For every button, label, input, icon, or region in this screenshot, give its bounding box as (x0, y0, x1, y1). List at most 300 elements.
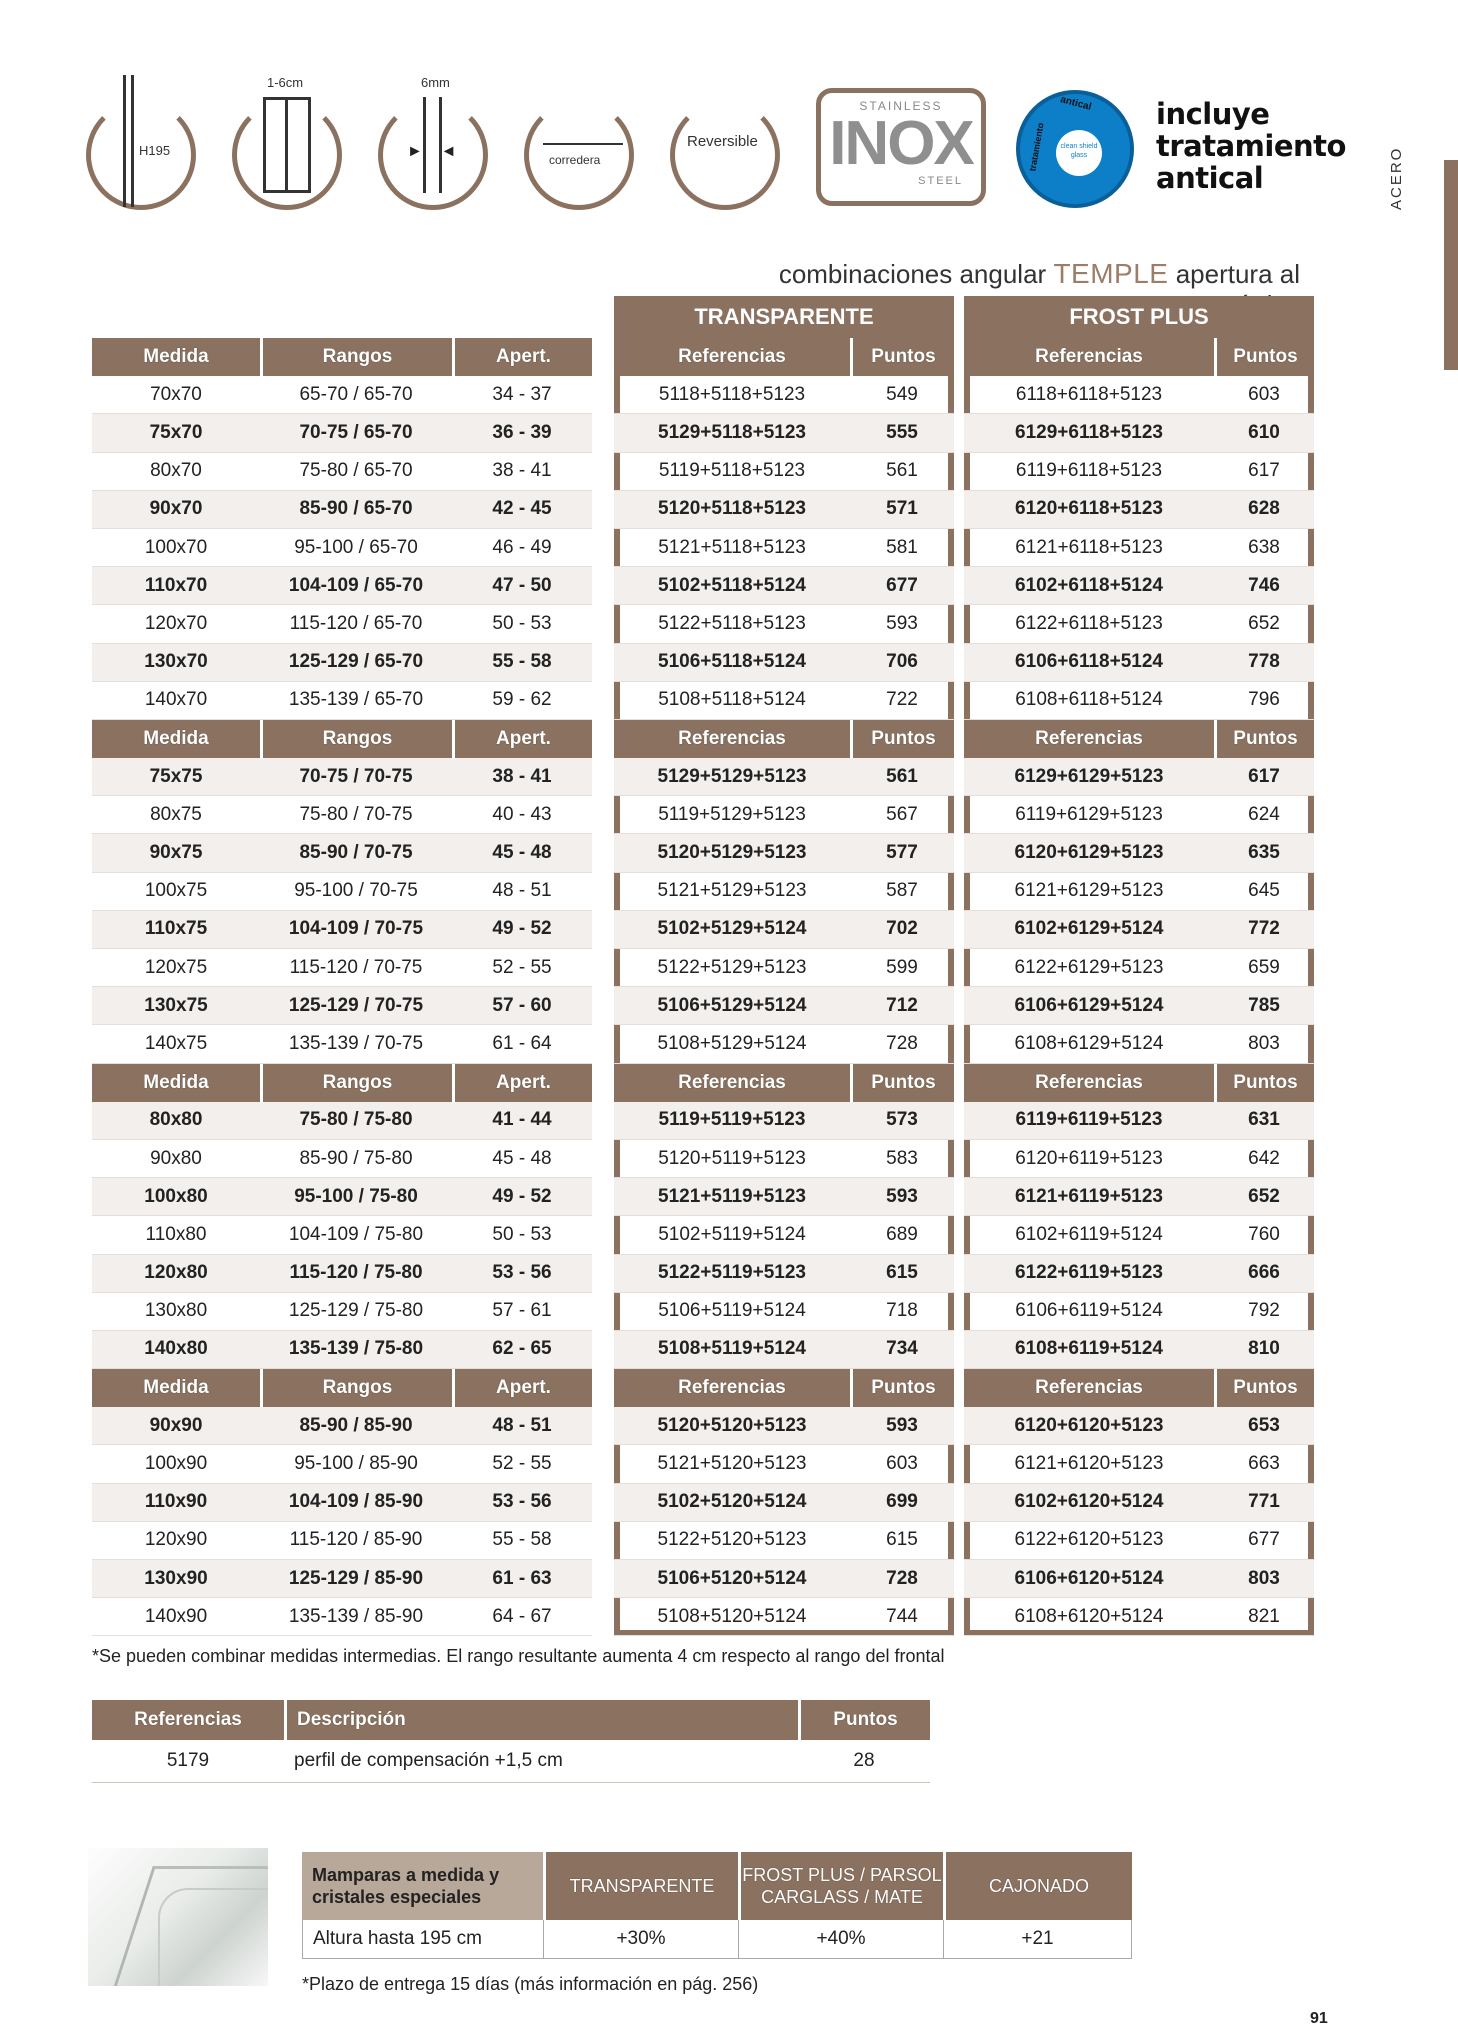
cell-apert: 50 - 53 (452, 605, 592, 643)
reversible-icon (670, 100, 780, 210)
cell-rangos: 135-139 / 75-80 (260, 1331, 452, 1369)
cell-ref_t: 5102+5119+5124 (614, 1216, 850, 1254)
custom-row-label: Altura hasta 195 cm (302, 1920, 543, 1959)
table-row (964, 1025, 1314, 1063)
glass-pane-curve (158, 1888, 268, 1986)
table-row (92, 529, 592, 567)
cell-apert: 45 - 48 (452, 834, 592, 872)
cell-rangos: 135-139 / 85-90 (260, 1598, 452, 1636)
cell-medida: 80x70 (92, 453, 260, 491)
cell-ref_f: 6120+6118+5123 (964, 491, 1214, 529)
acc-header-desc: Descripción (284, 1700, 798, 1740)
table-row (614, 529, 954, 567)
cell-pts_t: 728 (850, 1560, 954, 1598)
frost-header: FROST PLUS (964, 296, 1314, 338)
acc-desc: perfil de compensación +1,5 cm (284, 1740, 798, 1783)
cell-ref_t: 5121+5119+5123 (614, 1178, 850, 1216)
cell-apert: 48 - 51 (452, 873, 592, 911)
cell-ref_t: 5119+5129+5123 (614, 796, 850, 834)
cell-ref_f: 6106+6120+5124 (964, 1560, 1214, 1598)
col-header-apert: Apert. (452, 1369, 592, 1407)
table-row (964, 644, 1314, 682)
cell-apert: 36 - 39 (452, 414, 592, 452)
table-row (964, 1598, 1314, 1636)
acc-header-pts: Puntos (798, 1700, 930, 1740)
table-row (964, 1331, 1314, 1369)
transparente-table (614, 338, 954, 1636)
table-row (964, 1255, 1314, 1293)
header-row (614, 338, 954, 376)
col-header-referencias: Referencias (614, 720, 850, 758)
cell-ref_t: 5102+5129+5124 (614, 911, 850, 949)
cell-ref_f: 6119+6129+5123 (964, 796, 1214, 834)
cell-apert: 53 - 56 (452, 1484, 592, 1522)
col-header-referencias: Referencias (614, 1369, 850, 1407)
cell-pts_f: 635 (1214, 834, 1314, 872)
cell-apert: 62 - 65 (452, 1331, 592, 1369)
table-row (964, 682, 1314, 720)
cell-ref_t: 5129+5129+5123 (614, 758, 850, 796)
cell-rangos: 115-120 / 65-70 (260, 605, 452, 643)
table-row (92, 414, 592, 452)
cell-pts_f: 666 (1214, 1255, 1314, 1293)
height-icon (86, 100, 196, 210)
cell-pts_t: 583 (850, 1140, 954, 1178)
cell-pts_f: 628 (1214, 491, 1314, 529)
table-row (614, 1331, 954, 1369)
transparente-header: TRANSPARENTE (614, 296, 954, 338)
col-header-rangos: Rangos (260, 338, 452, 376)
cell-ref_t: 5122+5120+5123 (614, 1522, 850, 1560)
cell-pts_t: 599 (850, 949, 954, 987)
col-header-puntos: Puntos (850, 720, 954, 758)
acc-header-ref: Referencias (92, 1700, 284, 1740)
cell-ref_f: 6122+6118+5123 (964, 605, 1214, 643)
table-row (92, 1140, 592, 1178)
cell-pts_t: 573 (850, 1102, 954, 1140)
cell-apert: 42 - 45 (452, 491, 592, 529)
cell-pts_f: 617 (1214, 453, 1314, 491)
cell-medida: 100x75 (92, 873, 260, 911)
cell-medida: 100x80 (92, 1178, 260, 1216)
cell-medida: 130x70 (92, 644, 260, 682)
table-row (964, 873, 1314, 911)
cell-medida: 130x80 (92, 1293, 260, 1331)
cell-apert: 34 - 37 (452, 376, 592, 414)
col-header-apert: Apert. (452, 720, 592, 758)
col-header-rangos: Rangos (260, 1369, 452, 1407)
col-header-referencias: Referencias (614, 338, 850, 376)
col-header-referencias: Referencias (964, 720, 1214, 758)
cell-ref_f: 6106+6119+5124 (964, 1293, 1214, 1331)
cell-rangos: 104-109 / 70-75 (260, 911, 452, 949)
cell-ref_t: 5122+5119+5123 (614, 1255, 850, 1293)
cell-pts_f: 645 (1214, 873, 1314, 911)
footnote-delivery: *Plazo de entrega 15 días (más información en pág. 256) (302, 1974, 759, 1994)
cell-medida: 140x80 (92, 1331, 260, 1369)
cell-apert: 64 - 67 (452, 1598, 592, 1636)
cell-ref_t: 5108+5119+5124 (614, 1331, 850, 1369)
cell-ref_f: 6122+6129+5123 (964, 949, 1214, 987)
cell-pts_f: 652 (1214, 1178, 1314, 1216)
cell-medida: 80x75 (92, 796, 260, 834)
cell-medida: 110x90 (92, 1484, 260, 1522)
cell-medida: 75x70 (92, 414, 260, 452)
table-row (92, 453, 592, 491)
cell-medida: 140x90 (92, 1598, 260, 1636)
cell-ref_f: 6119+6118+5123 (964, 453, 1214, 491)
cell-pts_t: 718 (850, 1293, 954, 1331)
cell-rangos: 135-139 / 65-70 (260, 682, 452, 720)
adjust-icon (232, 75, 342, 210)
cell-medida: 130x90 (92, 1560, 260, 1598)
table-row (92, 758, 592, 796)
cell-apert: 41 - 44 (452, 1102, 592, 1140)
cell-rangos: 104-109 / 65-70 (260, 567, 452, 605)
col-header-puntos: Puntos (850, 1064, 954, 1102)
cell-medida: 130x75 (92, 987, 260, 1025)
cell-pts_t: 615 (850, 1522, 954, 1560)
cell-ref_t: 5121+5120+5123 (614, 1445, 850, 1483)
cell-rangos: 104-109 / 75-80 (260, 1216, 452, 1254)
table-row (92, 376, 592, 414)
sizes-table (92, 338, 592, 1636)
cell-ref_f: 6108+6118+5124 (964, 682, 1214, 720)
antical-line-2: tratamiento (1156, 129, 1346, 163)
cell-pts_t: 555 (850, 414, 954, 452)
cell-rangos: 125-129 / 85-90 (260, 1560, 452, 1598)
table-row (614, 1255, 954, 1293)
cell-ref_f: 6106+6129+5124 (964, 987, 1214, 1025)
table-row (92, 1740, 930, 1783)
table-row (92, 1025, 592, 1063)
table-row (92, 1331, 592, 1369)
table-row (302, 1920, 1132, 1959)
cell-apert: 61 - 64 (452, 1025, 592, 1063)
feature-icons (86, 70, 1346, 220)
cell-medida: 140x75 (92, 1025, 260, 1063)
cell-ref_f: 6119+6119+5123 (964, 1102, 1214, 1140)
table-row (92, 1102, 592, 1140)
table-row (614, 949, 954, 987)
cell-ref_t: 5129+5118+5123 (614, 414, 850, 452)
cell-pts_t: 593 (850, 605, 954, 643)
table-row (92, 949, 592, 987)
table-row (964, 1445, 1314, 1483)
custom-row-v2: +40% (738, 1920, 943, 1959)
cell-pts_f: 663 (1214, 1445, 1314, 1483)
cell-pts_f: 771 (1214, 1484, 1314, 1522)
cell-ref_f: 6108+6129+5124 (964, 1025, 1214, 1063)
header-row (964, 1064, 1314, 1102)
table-row (964, 1407, 1314, 1445)
cell-pts_t: 593 (850, 1178, 954, 1216)
cell-pts_f: 652 (1214, 605, 1314, 643)
table-row (92, 796, 592, 834)
cell-medida: 90x70 (92, 491, 260, 529)
slide-icon (524, 100, 634, 210)
cell-ref_f: 6120+6120+5123 (964, 1407, 1214, 1445)
table-row (614, 1560, 954, 1598)
cell-apert: 55 - 58 (452, 644, 592, 682)
cell-rangos: 70-75 / 70-75 (260, 758, 452, 796)
table-row (614, 1445, 954, 1483)
cell-pts_t: 712 (850, 987, 954, 1025)
cell-medida: 120x70 (92, 605, 260, 643)
header-row (92, 720, 592, 758)
cell-ref_t: 5122+5118+5123 (614, 605, 850, 643)
cell-ref_f: 6122+6119+5123 (964, 1255, 1214, 1293)
cell-rangos: 95-100 / 85-90 (260, 1445, 452, 1483)
table-row (964, 1293, 1314, 1331)
table-row (614, 376, 954, 414)
cell-rangos: 95-100 / 75-80 (260, 1178, 452, 1216)
header-row (964, 338, 1314, 376)
cell-ref_t: 5108+5120+5124 (614, 1598, 850, 1636)
footnote-intermediate: *Se pueden combinar medidas intermedias. El rango resultante aumenta 4 cm respecto al rango del frontal (92, 1646, 945, 1666)
cell-ref_t: 5119+5118+5123 (614, 453, 850, 491)
table-row (964, 1484, 1314, 1522)
cell-ref_t: 5108+5118+5124 (614, 682, 850, 720)
side-label: ACERO (1388, 146, 1405, 210)
cell-pts_f: 617 (1214, 758, 1314, 796)
header-row (614, 720, 954, 758)
cell-pts_t: 702 (850, 911, 954, 949)
cell-apert: 47 - 50 (452, 567, 592, 605)
table-row (964, 491, 1314, 529)
col-header-referencias: Referencias (964, 338, 1214, 376)
cell-pts_t: 549 (850, 376, 954, 414)
table-row (964, 376, 1314, 414)
arrows-icon: ► ◄ (407, 143, 457, 160)
col-header-puntos: Puntos (1214, 1064, 1314, 1102)
table-row (964, 911, 1314, 949)
cell-rangos: 115-120 / 75-80 (260, 1255, 452, 1293)
col-header-medida: Medida (92, 338, 260, 376)
cell-pts_t: 567 (850, 796, 954, 834)
cell-pts_t: 689 (850, 1216, 954, 1254)
antical-text (1156, 98, 1346, 194)
glass-thickness-icon (378, 75, 488, 210)
slide-label: corredera (549, 153, 601, 167)
cell-apert: 49 - 52 (452, 1178, 592, 1216)
table-row (964, 987, 1314, 1025)
cell-medida: 140x70 (92, 682, 260, 720)
antical-line-1: incluye (1156, 97, 1270, 131)
table-row (614, 1140, 954, 1178)
cell-pts_t: 744 (850, 1598, 954, 1636)
page-number: 91 (1310, 2010, 1328, 2027)
acc-pts: 28 (798, 1740, 930, 1783)
col-header-puntos: Puntos (1214, 1369, 1314, 1407)
col-header-referencias: Referencias (614, 1064, 850, 1102)
table-row (92, 1178, 592, 1216)
cell-ref_f: 6122+6120+5123 (964, 1522, 1214, 1560)
header-row (92, 338, 592, 376)
table-row (614, 1522, 954, 1560)
table-row (964, 758, 1314, 796)
cell-medida: 110x80 (92, 1216, 260, 1254)
title-pre: combinaciones angular (778, 259, 1054, 289)
table-row (92, 1560, 592, 1598)
side-tab (1444, 160, 1458, 370)
cell-pts_f: 746 (1214, 567, 1314, 605)
cell-ref_t: 5120+5118+5123 (614, 491, 850, 529)
col-header-puntos: Puntos (1214, 720, 1314, 758)
cell-ref_t: 5122+5129+5123 (614, 949, 850, 987)
cell-apert: 45 - 48 (452, 1140, 592, 1178)
header-row (92, 1064, 592, 1102)
cell-medida: 120x90 (92, 1522, 260, 1560)
height-label: H195 (139, 143, 171, 158)
cell-ref_t: 5118+5118+5123 (614, 376, 850, 414)
table-row (964, 605, 1314, 643)
cell-pts_t: 734 (850, 1331, 954, 1369)
table-row (614, 796, 954, 834)
cell-ref_f: 6120+6129+5123 (964, 834, 1214, 872)
cell-apert: 53 - 56 (452, 1255, 592, 1293)
table-row (614, 414, 954, 452)
col-header-apert: Apert. (452, 338, 592, 376)
inox-main-text: INOX (829, 109, 973, 178)
cell-apert: 61 - 63 (452, 1560, 592, 1598)
cell-rangos: 115-120 / 70-75 (260, 949, 452, 987)
table-row (964, 1140, 1314, 1178)
col-header-apert: Apert. (452, 1064, 592, 1102)
cell-rangos: 75-80 / 75-80 (260, 1102, 452, 1140)
cell-apert: 50 - 53 (452, 1216, 592, 1254)
cell-apert: 46 - 49 (452, 529, 592, 567)
cell-pts_f: 792 (1214, 1293, 1314, 1331)
cell-apert: 52 - 55 (452, 949, 592, 987)
cell-pts_f: 638 (1214, 529, 1314, 567)
table-row (964, 1522, 1314, 1560)
cell-ref_t: 5120+5120+5123 (614, 1407, 850, 1445)
table-row (92, 1216, 592, 1254)
col-header-rangos: Rangos (260, 1064, 452, 1102)
cell-rangos: 75-80 / 70-75 (260, 796, 452, 834)
header-row (92, 1369, 592, 1407)
cell-rangos: 85-90 / 70-75 (260, 834, 452, 872)
cell-apert: 40 - 43 (452, 796, 592, 834)
col-header-referencias: Referencias (964, 1369, 1214, 1407)
inox-bottom-text: STEEL (918, 175, 963, 187)
cell-medida: 100x70 (92, 529, 260, 567)
cell-pts_f: 796 (1214, 682, 1314, 720)
header-row (964, 1369, 1314, 1407)
cell-apert: 59 - 62 (452, 682, 592, 720)
table-row (614, 1178, 954, 1216)
accessory-table (92, 1700, 930, 1783)
cell-medida: 75x75 (92, 758, 260, 796)
table-row (964, 567, 1314, 605)
cell-ref_t: 5121+5118+5123 (614, 529, 850, 567)
table-row (964, 1216, 1314, 1254)
cell-apert: 57 - 61 (452, 1293, 592, 1331)
cell-pts_t: 603 (850, 1445, 954, 1483)
col-header-puntos: Puntos (1214, 338, 1314, 376)
cell-pts_f: 624 (1214, 796, 1314, 834)
table-row (614, 987, 954, 1025)
cell-pts_f: 653 (1214, 1407, 1314, 1445)
table-row (964, 834, 1314, 872)
table-row (614, 1407, 954, 1445)
glass-image (88, 1848, 268, 1986)
col-header-medida: Medida (92, 1369, 260, 1407)
cell-ref_f: 6129+6118+5123 (964, 414, 1214, 452)
cell-ref_f: 6129+6129+5123 (964, 758, 1214, 796)
table-row (614, 644, 954, 682)
table-row (964, 453, 1314, 491)
cell-pts_f: 810 (1214, 1331, 1314, 1369)
cell-medida: 110x70 (92, 567, 260, 605)
table-row (92, 1484, 592, 1522)
col-header-rangos: Rangos (260, 720, 452, 758)
cell-ref_t: 5102+5120+5124 (614, 1484, 850, 1522)
cell-rangos: 85-90 / 85-90 (260, 1407, 452, 1445)
cell-medida: 120x80 (92, 1255, 260, 1293)
cell-pts_t: 571 (850, 491, 954, 529)
cell-pts_f: 642 (1214, 1140, 1314, 1178)
cell-pts_f: 631 (1214, 1102, 1314, 1140)
table-row (614, 567, 954, 605)
cell-ref_f: 6121+6129+5123 (964, 873, 1214, 911)
cell-ref_t: 5121+5129+5123 (614, 873, 850, 911)
table-row (964, 414, 1314, 452)
cell-medida: 100x90 (92, 1445, 260, 1483)
cell-pts_f: 785 (1214, 987, 1314, 1025)
cell-pts_t: 561 (850, 453, 954, 491)
cell-ref_f: 6108+6119+5124 (964, 1331, 1214, 1369)
cell-pts_t: 587 (850, 873, 954, 911)
table-row (92, 873, 592, 911)
cell-rangos: 85-90 / 65-70 (260, 491, 452, 529)
badge-arc-top: antical (1059, 94, 1093, 113)
cell-pts_f: 803 (1214, 1560, 1314, 1598)
col-header-medida: Medida (92, 720, 260, 758)
cell-apert: 48 - 51 (452, 1407, 592, 1445)
table-row (614, 605, 954, 643)
badge-inner: clean shield glass (1056, 130, 1102, 176)
cell-rangos: 70-75 / 65-70 (260, 414, 452, 452)
cell-ref_t: 5106+5129+5124 (614, 987, 850, 1025)
cell-ref_t: 5120+5129+5123 (614, 834, 850, 872)
cell-apert: 57 - 60 (452, 987, 592, 1025)
cell-rangos: 125-129 / 70-75 (260, 987, 452, 1025)
cell-pts_t: 728 (850, 1025, 954, 1063)
col-header-medida: Medida (92, 1064, 260, 1102)
cell-rangos: 135-139 / 70-75 (260, 1025, 452, 1063)
cell-pts_f: 610 (1214, 414, 1314, 452)
cell-medida: 90x90 (92, 1407, 260, 1445)
cell-pts_t: 615 (850, 1255, 954, 1293)
cell-apert: 55 - 58 (452, 1522, 592, 1560)
custom-row-v1: +30% (543, 1920, 738, 1959)
table-row (92, 987, 592, 1025)
cell-ref_f: 6121+6118+5123 (964, 529, 1214, 567)
cell-ref_f: 6106+6118+5124 (964, 644, 1214, 682)
cell-apert: 38 - 41 (452, 758, 592, 796)
custom-header-3: FROST PLUS / PARSOL CARGLASS / MATE (738, 1852, 943, 1920)
cell-pts_t: 699 (850, 1484, 954, 1522)
cell-pts_t: 706 (850, 644, 954, 682)
reversible-label: Reversible (687, 133, 758, 150)
table-row (614, 1216, 954, 1254)
table-row (92, 605, 592, 643)
cell-ref_t: 5106+5118+5124 (614, 644, 850, 682)
cell-ref_f: 6108+6120+5124 (964, 1598, 1214, 1636)
cell-rangos: 95-100 / 65-70 (260, 529, 452, 567)
